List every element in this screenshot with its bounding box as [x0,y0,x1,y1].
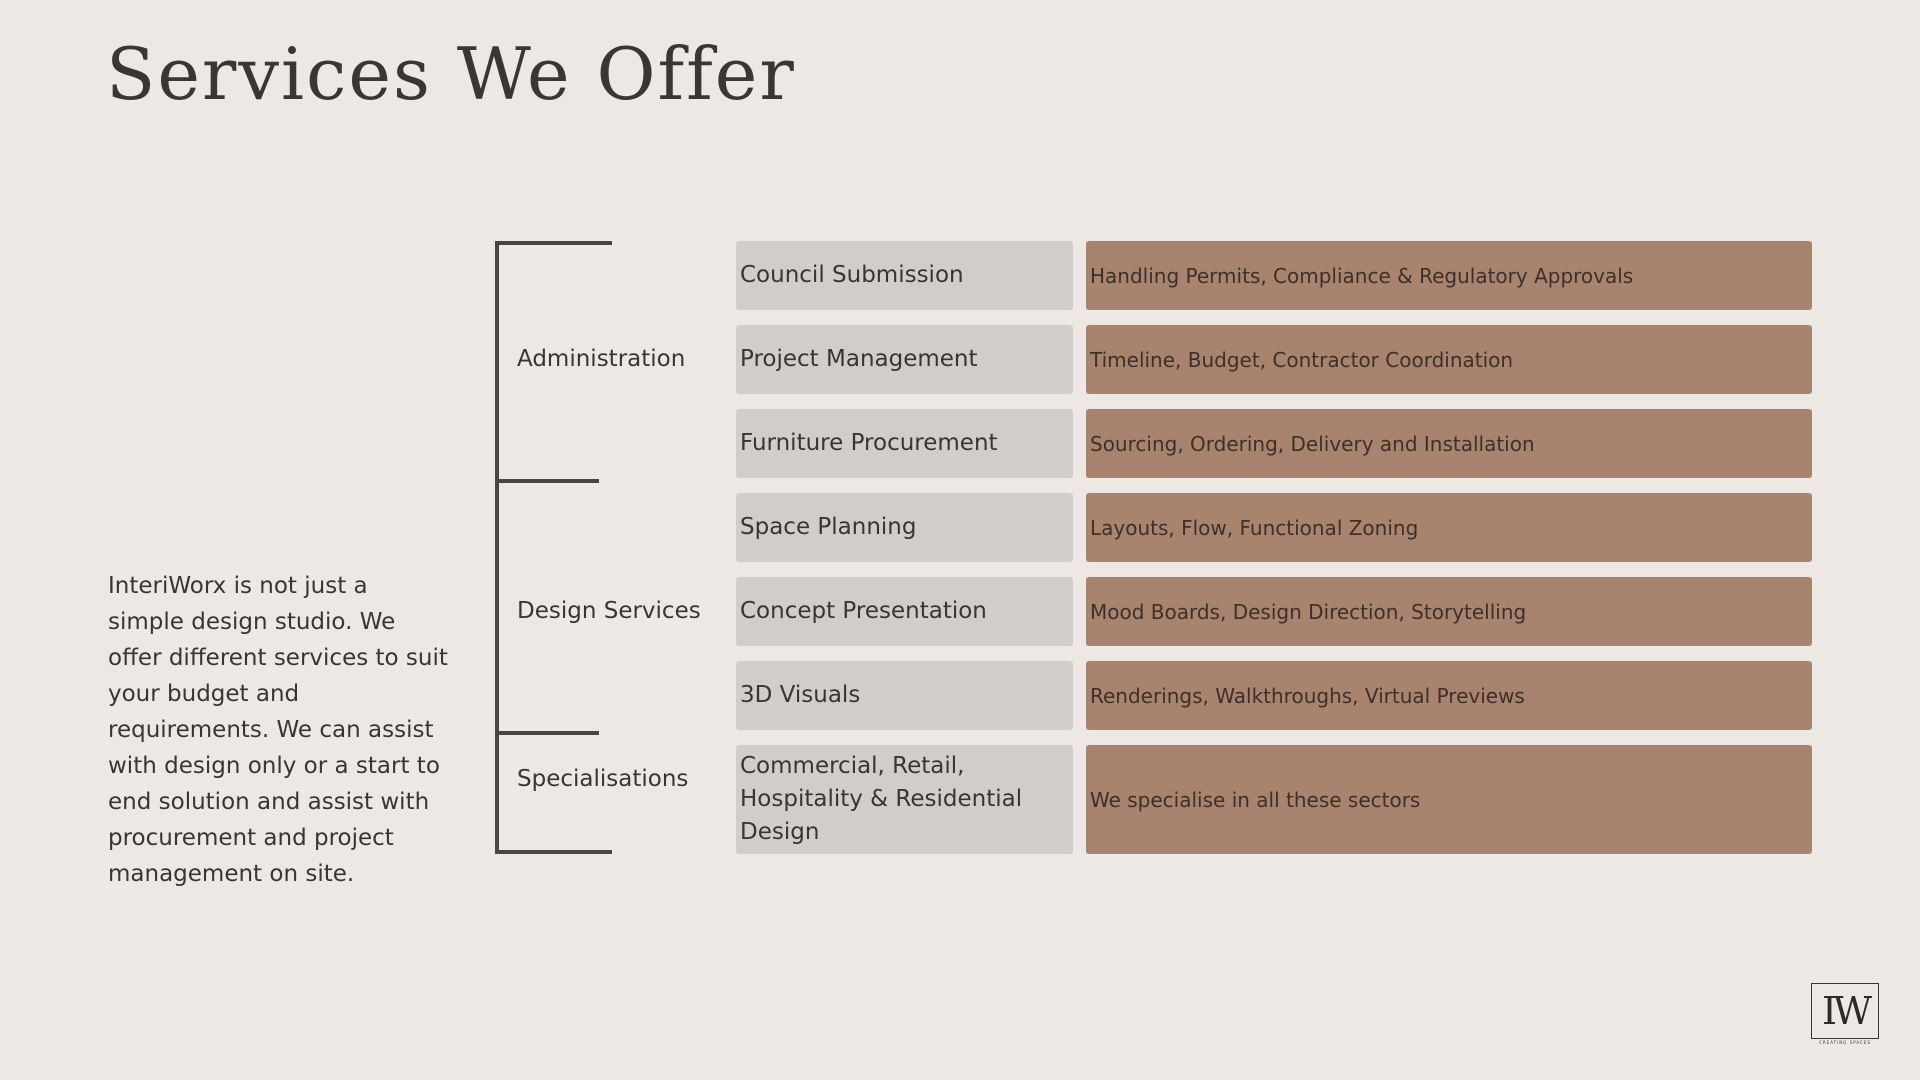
page-title: Services We Offer [106,32,796,116]
brand-tagline: CREATING SPACES [1819,1040,1871,1045]
description-sector-design: We specialise in all these sectors [1086,745,1812,854]
brand-logo: IW [1811,983,1879,1039]
description-furniture-procurement: Sourcing, Ordering, Delivery and Installation [1086,409,1812,478]
service-space-planning: Space Planning [736,493,1073,562]
description-concept-presentation: Mood Boards, Design Direction, Storytelling [1086,577,1812,646]
service-concept-presentation: Concept Presentation [736,577,1073,646]
service-3d-visuals: 3D Visuals [736,661,1073,730]
description-3d-visuals: Renderings, Walkthroughs, Virtual Previews [1086,661,1812,730]
description-space-planning: Layouts, Flow, Functional Zoning [1086,493,1812,562]
service-sector-design: Commercial, Retail, Hospitality & Residential Design [736,745,1073,854]
intro-paragraph: InteriWorx is not just a simple design studio. We offer different services to suit your budget and requirements. We can assist with design only or a start to end solution and assist with procurement and project management on site. [108,573,448,887]
description-project-management: Timeline, Budget, Contractor Coordination [1086,325,1812,394]
description-council-submission: Handling Permits, Compliance & Regulatory Approvals [1086,241,1812,310]
service-council-submission: Council Submission [736,241,1073,310]
bracket-line [495,241,499,854]
service-project-management: Project Management [736,325,1073,394]
service-furniture-procurement: Furniture Procurement [736,409,1073,478]
group-label-administration: Administration [517,346,686,372]
bracket-tick-mid2 [495,731,599,735]
group-label-specialisations: Specialisations [517,766,689,792]
bracket-tick-mid1 [495,479,599,483]
bracket-tick-bottom [495,850,612,854]
bracket-tick-top [495,241,612,245]
group-label-design-services: Design Services [517,598,701,624]
